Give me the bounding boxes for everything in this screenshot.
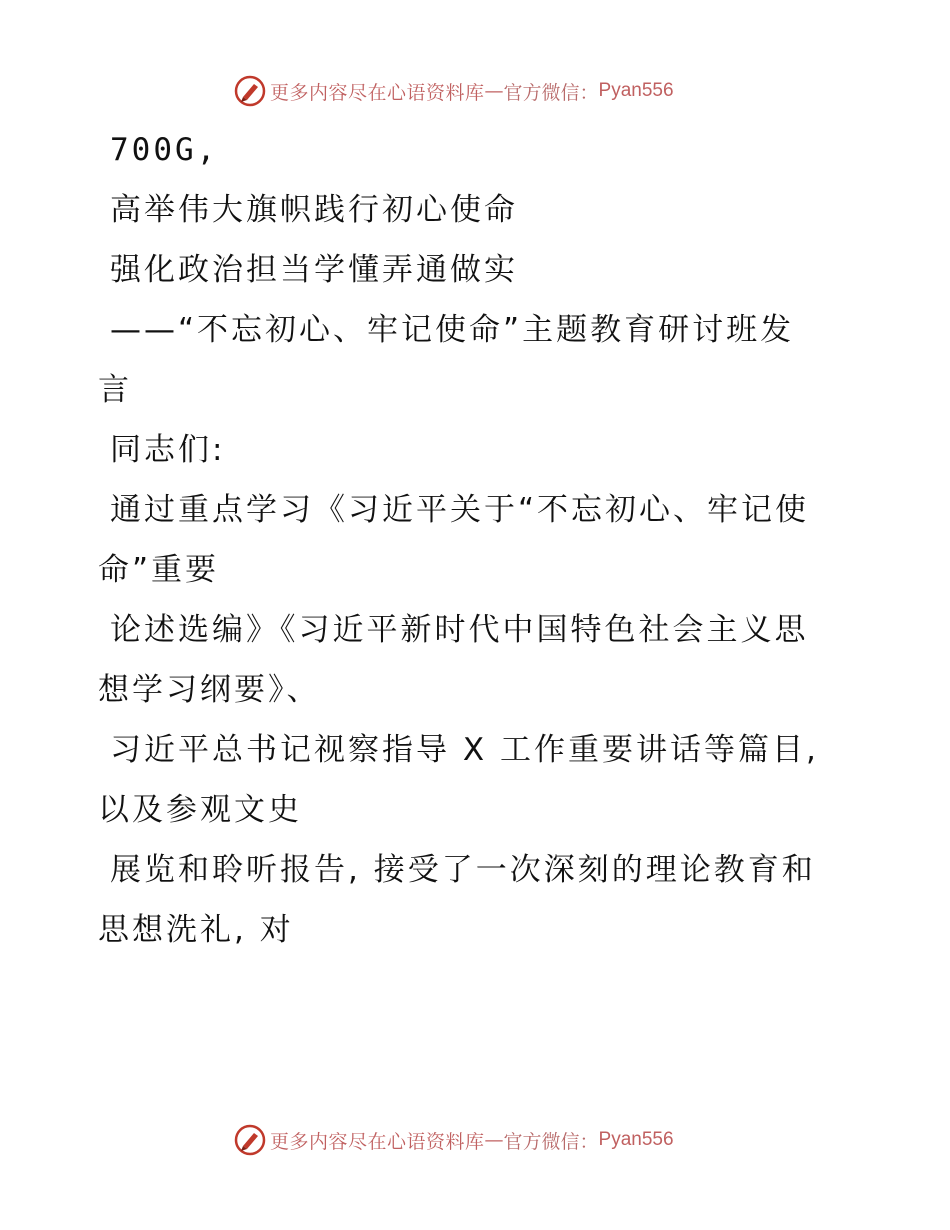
text-line: 论述选编》《习近平新时代中国特色社会主义思 xyxy=(110,612,809,648)
watermark-id: Pyan556 xyxy=(598,80,674,101)
text-line: 思想洗礼, 对 xyxy=(98,912,294,948)
document-body xyxy=(98,120,828,960)
header-watermark xyxy=(234,73,674,109)
title-line: 高举伟大旗帜践行初心使命 xyxy=(110,192,518,228)
salutation-line: 同志们: xyxy=(110,432,226,468)
text-line: 习近平总书记视察指导 X 工作重要讲话等篇目, xyxy=(110,732,819,768)
watermark-dash: — xyxy=(484,80,504,102)
subtitle-line: 言 xyxy=(98,372,132,408)
watermark-label: 官方微信： xyxy=(503,81,599,104)
text-line: 通过重点学习《习近平关于“不忘初心、牢记使 xyxy=(110,492,810,528)
watermark-dash: — xyxy=(484,1129,504,1151)
pen-logo-icon xyxy=(234,1124,266,1156)
watermark-site-text: 更多内容尽在心语资料库 xyxy=(270,81,485,104)
subtitle-line: ——“不忘初心、牢记使命”主题教育研讨班发 xyxy=(110,312,795,348)
title-line: 强化政治担当学懂弄通做实 xyxy=(110,252,518,288)
text-line: 以及参观文史 xyxy=(98,792,302,828)
watermark-site-text: 更多内容尽在心语资料库 xyxy=(270,1130,485,1153)
text-line: 想学习纲要》、 xyxy=(98,672,321,708)
text-line: 700G, xyxy=(110,132,219,168)
text-line: 展览和聆听报告, 接受了一次深刻的理论教育和 xyxy=(110,852,816,888)
watermark-label: 官方微信： xyxy=(503,1130,599,1153)
watermark-id: Pyan556 xyxy=(598,1129,674,1150)
footer-watermark xyxy=(234,1122,674,1158)
text-line: 命”重要 xyxy=(98,552,220,588)
pen-logo-icon xyxy=(234,75,266,107)
